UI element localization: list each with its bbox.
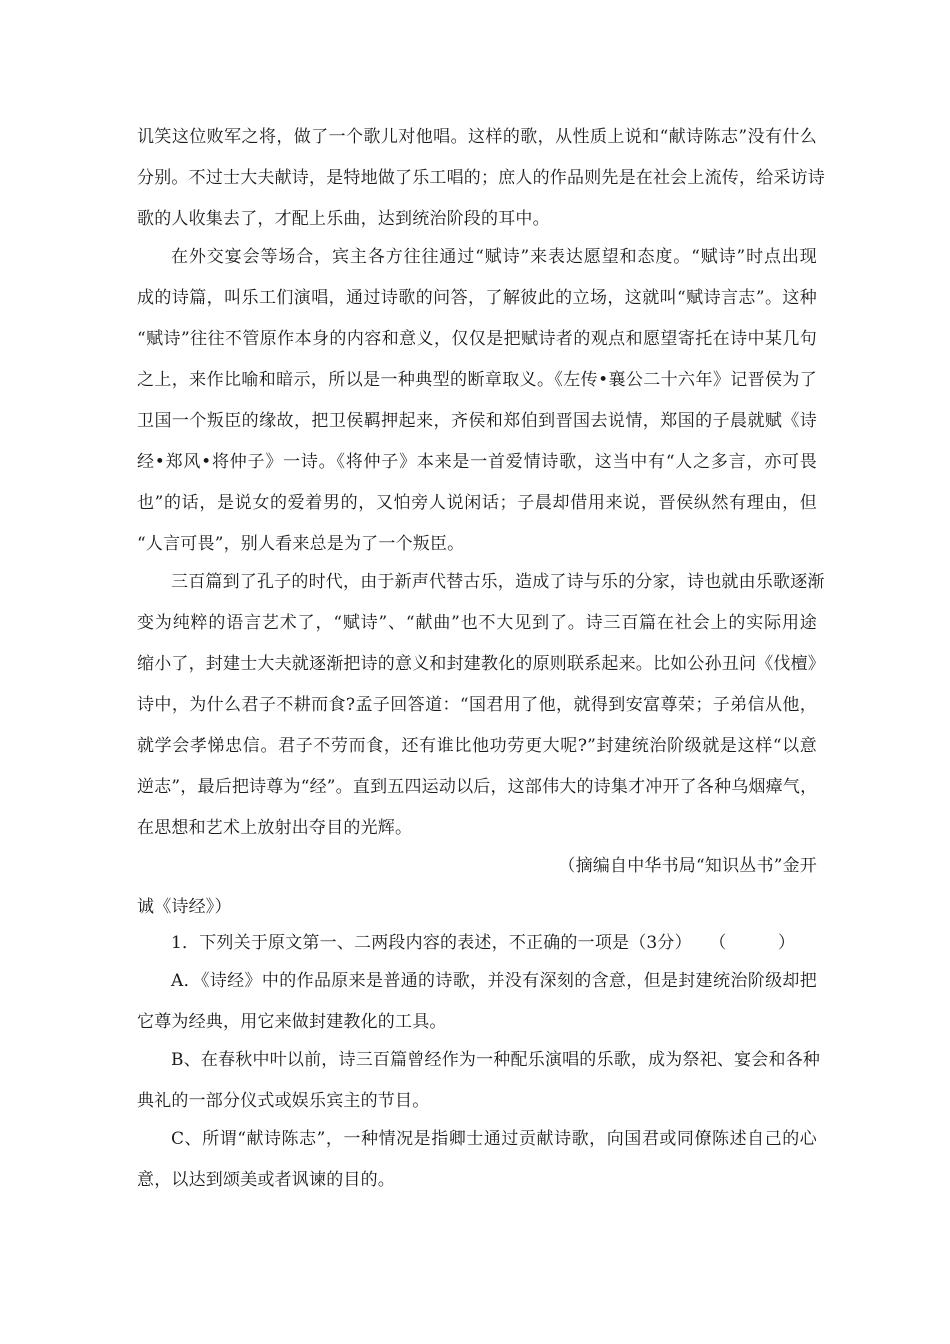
source-citation-line-2: 诚《诗经》） [137, 897, 232, 917]
paragraph-2-line-2: 成的诗篇，叫乐工们演唱，通过诗歌的问答，了解彼此的立场，这就叫“赋诗言志”。这种 [137, 288, 817, 308]
option-c-line-1: C、所谓“献诗陈志”，一种情况是指卿士通过贡献诗歌，向国君或同僚陈述自己的心 [171, 1129, 817, 1149]
paragraph-2-line-4: 之上，来作比喻和暗示，所以是一种典型的断章取义。《左传•襄公二十六年》记晋侯为了 [137, 370, 817, 390]
paragraph-3-line-2: 变为纯粹的语言艺术了，“赋诗”、“献曲”也不大见到了。诗三百篇在社会上的实际用途 [137, 613, 817, 633]
option-b-line-1: B、在春秋中叶以前，诗三百篇曾经作为一种配乐演唱的乐歌，成为祭祀、宴会和各种 [171, 1050, 821, 1070]
option-a-line-1: A．《诗经》中的作品原来是普通的诗歌，并没有深刻的含意，但是封建统治阶级却把 [171, 971, 817, 991]
paragraph-2-line-1: 在外交宴会等场合，宾主各方往往通过“赋诗”来表达愿望和态度。“赋诗”时点出现 [171, 247, 817, 267]
paragraph-1-line-2: 分别。不过士大夫献诗，是特地做了乐工唱的；庶人的作品则先是在社会上流传，给采访诗 [137, 168, 825, 188]
paragraph-2-line-6: 经•郑风•将仲子》一诗。《将仲子》本来是一首爱情诗歌，这当中有“人之多言，亦可畏 [137, 452, 817, 472]
paragraph-3-line-5: 就学会孝悌忠信。君子不劳而食，还有谁比他功劳更大呢?”封建统治阶级就是这样“以意 [137, 736, 817, 756]
option-a-line-2: 它尊为经典，用它来做封建教化的工具。 [137, 1012, 447, 1032]
option-b-line-2: 典礼的一部分仪式或娱乐宾主的节目。 [137, 1091, 430, 1111]
paragraph-2-line-3: “赋诗”往往不管原作本身的内容和意义，仅仅是把赋诗者的观点和愿望寄托在诗中某几句 [137, 329, 817, 349]
paragraph-3-line-1: 三百篇到了孔子的时代，由于新声代替古乐，造成了诗与乐的分家，诗也就由乐歌逐渐 [171, 572, 825, 592]
paragraph-3-line-4: 诗中，为什么君子不耕而食?孟子回答道：“国君用了他，就得到安富尊荣；子弟信从他， [137, 695, 817, 715]
paragraph-2-line-8: “人言可畏”，别人看来总是为了一个叛臣。 [137, 534, 465, 554]
paragraph-3-line-3: 缩小了，封建士大夫就逐渐把诗的意义和封建教化的原则联系起来。比如公孙丑问《伐檀》 [137, 654, 825, 674]
paragraph-2-line-5: 卫国一个叛臣的缘故，把卫侯羁押起来，齐侯和郑伯到晋国去说情，郑国的子晨就赋《诗 [137, 411, 817, 431]
option-c-line-2: 意，以达到颂美或者讽谏的目的。 [137, 1170, 395, 1190]
source-citation-line-1: （摘编自中华书局“知识丛书”金开 [558, 856, 817, 876]
question-1-stem: 1．下列关于原文第一、二两段内容的表述，不正确的一项是（3分） （ ） [171, 933, 796, 953]
paragraph-3-line-7: 在思想和艺术上放射出夺目的光辉。 [137, 818, 413, 838]
paragraph-2-line-7: 也”的话，是说女的爱着男的，又怕旁人说闲话；子晨却借用来说，晋侯纵然有理由，但 [137, 493, 817, 513]
paragraph-1-line-3: 歌的人收集去了，才配上乐曲，达到统治阶段的耳中。 [137, 209, 550, 229]
paragraph-3-line-6: 逆志”，最后把诗尊为“经”。直到五四运动以后，这部伟大的诗集才冲开了各种乌烟瘴气， [137, 777, 818, 797]
paragraph-1-line-1: 讥笑这位败军之将，做了一个歌儿对他唱。这样的歌，从性质上说和“献诗陈志”没有什么 [137, 127, 817, 147]
